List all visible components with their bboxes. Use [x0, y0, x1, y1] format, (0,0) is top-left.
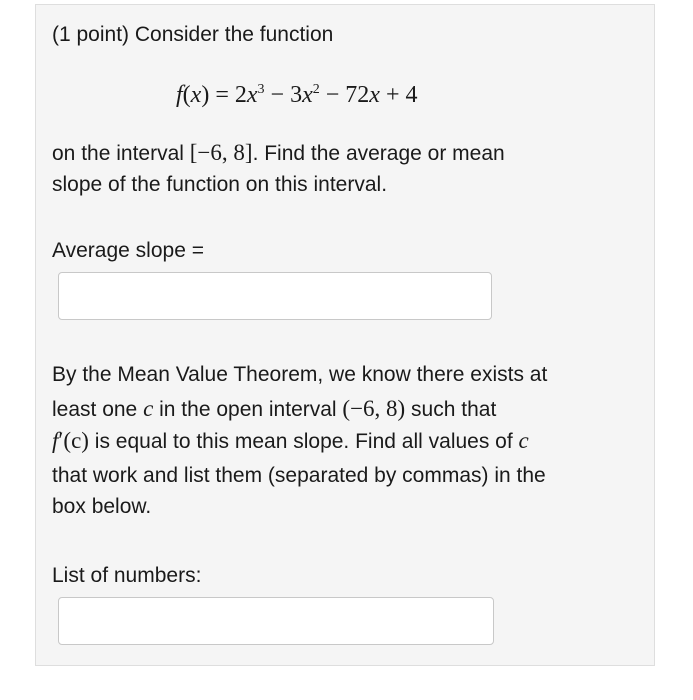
function-formula: [176, 78, 417, 112]
mvt-line-2: [52, 393, 496, 425]
mvt-c2: c: [518, 428, 529, 453]
interval-math: [−6, 8]: [189, 140, 253, 165]
interval-post: . Find the average or mean: [252, 142, 505, 165]
mvt-c: c: [143, 396, 154, 421]
mvt-fprime-f: f: [52, 428, 59, 453]
formula-minus1: − 3: [264, 82, 303, 108]
list-of-numbers-label: List of numbers:: [52, 564, 202, 587]
interval-line-2: slope of the function on this interval.: [52, 173, 388, 196]
formula-x2: x: [302, 82, 313, 108]
average-slope-label: Average slope =: [52, 239, 204, 262]
mvt-line2-pre: least one: [52, 398, 144, 421]
formula-x3: x: [369, 82, 380, 108]
interval-pre: on the interval: [52, 142, 190, 165]
mvt-line2-mid: in the open interval: [153, 398, 343, 421]
formula-x1: x: [246, 82, 258, 108]
mvt-line2-post: such that: [405, 398, 497, 421]
formula-plus4: + 4: [379, 82, 418, 108]
mvt-line-5: box below.: [52, 495, 152, 518]
mvt-line-4: that work and list them (separated by commas) in the: [52, 464, 546, 487]
average-slope-input[interactable]: [58, 272, 492, 320]
mvt-prime: ′: [58, 428, 64, 453]
formula-f: f: [176, 82, 183, 108]
mvt-fc: (c): [63, 428, 89, 453]
mvt-line-3: [52, 425, 529, 457]
formula-minus2: − 72: [319, 82, 370, 108]
formula-paren-close: ): [201, 82, 210, 108]
list-of-numbers-input[interactable]: [58, 597, 494, 645]
mvt-open-interval: (−6, 8): [342, 396, 406, 421]
formula-exp2: 2: [312, 82, 320, 97]
formula-x: x: [190, 82, 202, 108]
formula-exp1: 3: [257, 82, 265, 97]
mvt-line3-post: is equal to this mean slope. Find all values of: [88, 430, 519, 453]
problem-intro: (1 point) Consider the function: [52, 23, 334, 46]
interval-line-1: [52, 137, 505, 169]
formula-eq: = 2: [209, 82, 247, 108]
formula-paren-open: (: [182, 82, 191, 108]
mvt-line-1: By the Mean Value Theorem, we know there exists at: [52, 363, 548, 386]
